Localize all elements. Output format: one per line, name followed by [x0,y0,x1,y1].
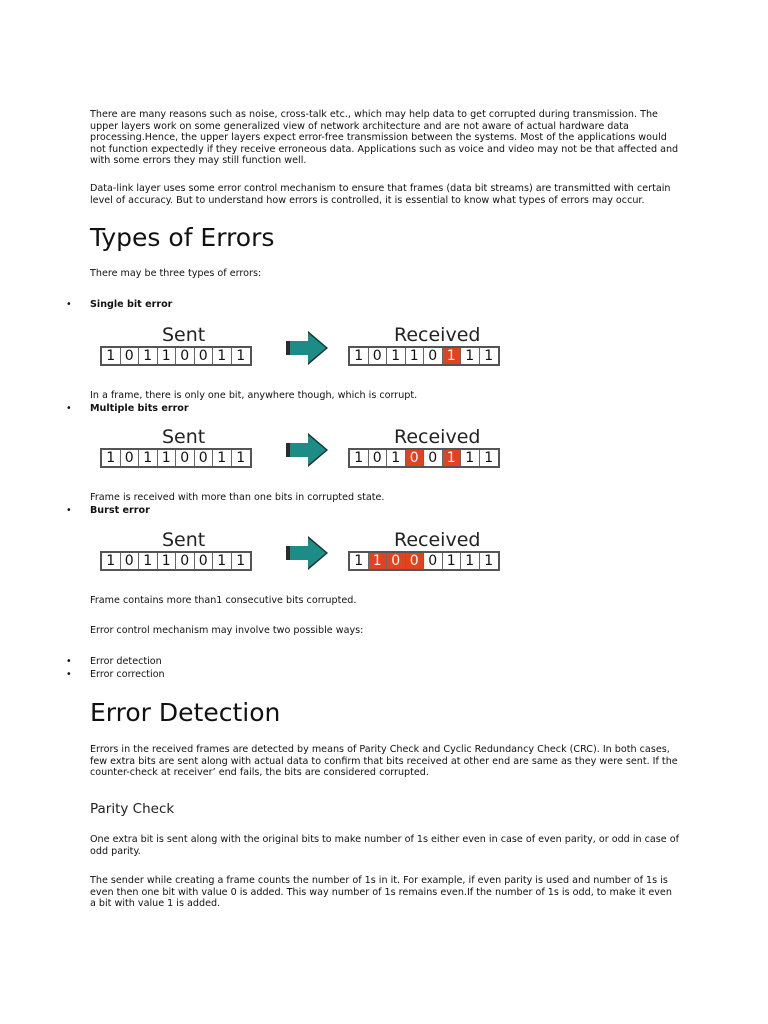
bit-cell: 0 [424,553,443,569]
diagram-multiple-bits-error [100,426,520,476]
received-label: Received [394,426,481,448]
bullet-dot: • [66,505,72,516]
bit-cell: 0 [369,348,388,364]
caption-burst-error: Frame contains more than1 consecutive bits corrupted. [90,595,357,606]
bit-cell: 1 [139,553,158,569]
bit-cell-error: 0 [406,553,425,569]
intro-paragraph-1: There are many reasons such as noise, cross-talk etc., which may help data to get corrupted during transmission. The upper layers work on some generalized view of network architecture and are not aware of actual hardware data processing.Hence, the upper layers expect error-free transmission between the systems. Most of the applications would not function expectedly if they receive erroneous data. Applications such as voice and video may not be that affected and with some errors they may still function well. [90,109,679,167]
control-intro: Error control mechanism may involve two possible ways: [90,625,364,636]
bit-cell: 1 [461,450,480,466]
bullet-title: Burst error [90,505,150,516]
bit-cell: 1 [350,348,369,364]
sent-label: Sent [162,426,206,448]
sent-bits [100,551,252,571]
parity-paragraph-1: One extra bit is sent along with the original bits to make number of 1s either even in case of even parity, or odd in case of odd parity. [90,834,679,857]
bit-cell: 0 [176,450,195,466]
bit-cell: 0 [121,450,140,466]
heading-types-of-errors: Types of Errors [90,223,275,252]
bullet-dot: • [66,669,72,680]
heading-parity-check: Parity Check [90,801,175,817]
bit-cell: 0 [195,553,214,569]
received-bits [348,551,500,571]
bit-cell-error: 0 [387,553,406,569]
bit-cell: 0 [195,348,214,364]
received-bits [348,448,500,468]
diagram-burst-error [100,529,520,579]
bit-cell: 1 [158,553,177,569]
bullet-dot: • [66,656,72,667]
bullet-dot: • [66,403,72,414]
bit-cell: 0 [176,348,195,364]
received-bits [348,346,500,366]
bit-cell: 1 [102,450,121,466]
bit-cell: 0 [369,450,388,466]
bit-cell: 1 [484,348,494,364]
bit-cell: 0 [424,450,443,466]
intro-paragraph-2: Data-link layer uses some error control mechanism to ensure that frames (data bit streams) are transmitted with certain level of accuracy. But to understand how errors is controlled, it is essential to know what types of errors may occur. [90,183,671,206]
parity-paragraph-2: The sender while creating a frame counts the number of 1s in it. For example, if even parity is used and number of 1s is even then one bit with value 0 is added. This way number of 1s remains even.If the number of 1s is odd, to make it even a bit with value 1 is added. [90,875,672,910]
bit-cell: 1 [102,348,121,364]
bit-cell: 1 [158,450,177,466]
bit-cell: 0 [121,553,140,569]
bullet-title: Multiple bits error [90,403,189,414]
types-intro: There may be three types of errors: [90,268,262,279]
bit-cell: 1 [350,450,369,466]
bit-cell: 1 [139,348,158,364]
bit-cell: 1 [236,450,246,466]
caption-multiple-bits-error: Frame is received with more than one bits in corrupted state. [90,492,385,503]
received-label: Received [394,529,481,551]
arrow-right-icon [286,431,330,469]
bullet-dot: • [66,299,72,310]
bit-cell: 1 [158,348,177,364]
sent-label: Sent [162,324,206,346]
sent-bits [100,346,252,366]
arrow-right-icon [286,534,330,572]
bit-cell: 1 [139,450,158,466]
bullet-text: Error detection [90,656,162,667]
bit-cell: 1 [387,348,406,364]
bit-cell-error: 0 [406,450,425,466]
bullet-text: Error correction [90,669,165,680]
arrow-right-icon [286,329,330,367]
bit-cell-error: 1 [443,348,462,364]
bit-cell: 0 [195,450,214,466]
detection-paragraph: Errors in the received frames are detected by means of Parity Check and Cyclic Redundancy Check (CRC). In both cases, few extra bits are sent along with actual data to confirm that bits received at other end are same as they were sent. If the counter-check at receiver’ end fails, the bits are considered corrupted. [90,744,678,779]
bit-cell: 1 [213,348,232,364]
bullet-title: Single bit error [90,299,173,310]
diagram-single-bit-error [100,324,520,374]
bit-cell: 0 [121,348,140,364]
bit-cell: 1 [213,553,232,569]
sent-bits [100,448,252,468]
received-label: Received [394,324,481,346]
bit-cell: 1 [484,450,494,466]
bit-cell: 1 [387,450,406,466]
bit-cell: 0 [424,348,443,364]
bit-cell: 1 [213,450,232,466]
bit-cell: 0 [176,553,195,569]
bit-cell: 1 [236,553,246,569]
bit-cell: 1 [443,553,462,569]
bit-cell: 1 [461,348,480,364]
bit-cell-error: 1 [369,553,388,569]
bit-cell: 1 [350,553,369,569]
bit-cell: 1 [406,348,425,364]
sent-label: Sent [162,529,206,551]
caption-single-bit-error: In a frame, there is only one bit, anywhere though, which is corrupt. [90,390,418,401]
bit-cell: 1 [236,348,246,364]
bit-cell: 1 [484,553,494,569]
bit-cell: 1 [102,553,121,569]
bit-cell: 1 [461,553,480,569]
heading-error-detection: Error Detection [90,698,281,727]
bit-cell-error: 1 [443,450,462,466]
